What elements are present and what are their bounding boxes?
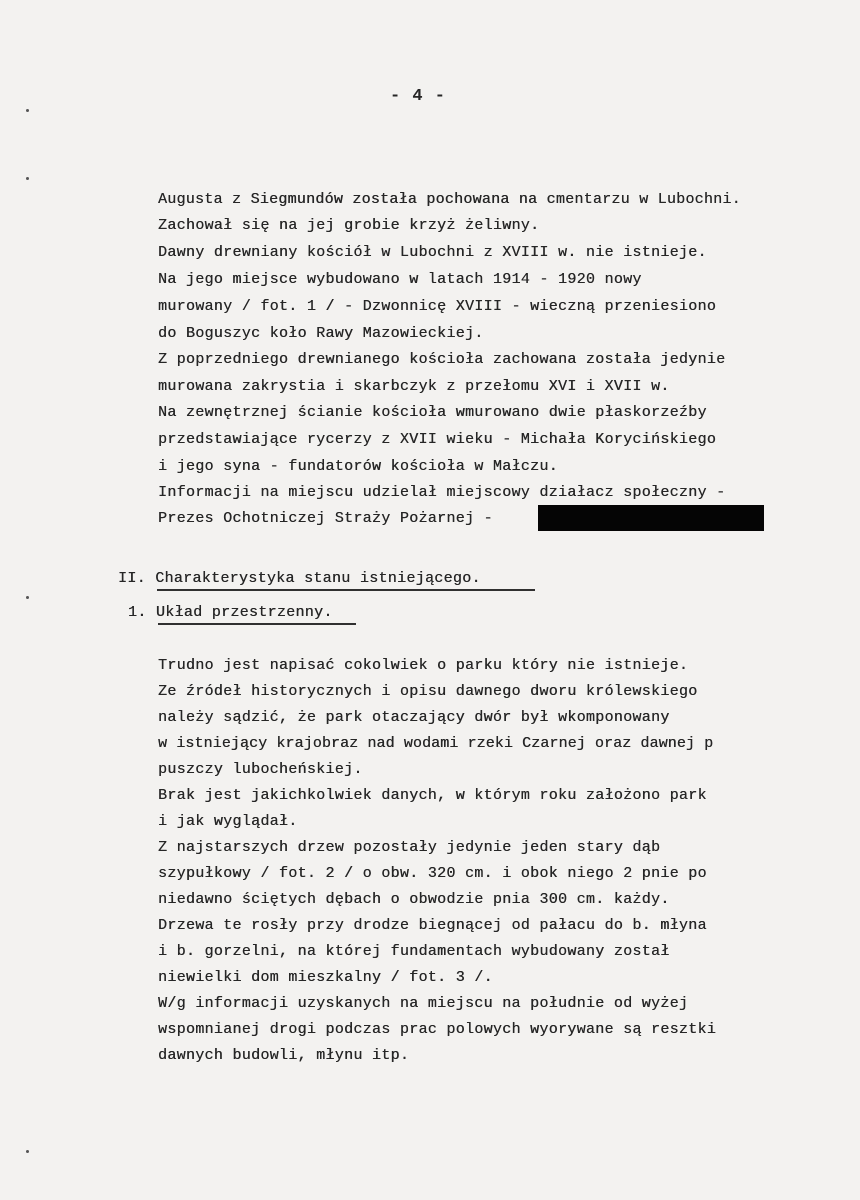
margin-speck bbox=[26, 109, 29, 112]
text-line: niedawno ściętych dębach o obwodzie pnia 300 cm. każdy. bbox=[158, 891, 670, 908]
margin-speck bbox=[26, 177, 29, 180]
text-line: i jego syna - fundatorów kościoła w Małczu. bbox=[158, 458, 558, 475]
text-line: Ze źródeł historycznych i opisu dawnego dworu królewskiego bbox=[158, 683, 698, 700]
text-line: Dawny drewniany kościół w Lubochni z XVIII w. nie istnieje. bbox=[158, 244, 707, 261]
text-line: W/g informacji uzyskanych na miejscu na południe od wyżej bbox=[158, 995, 689, 1012]
text-line: w istniejący krajobraz nad wodami rzeki Czarnej oraz dawnej p bbox=[158, 735, 714, 752]
text-line: Trudno jest napisać cokolwiek o parku który nie istnieje. bbox=[158, 657, 689, 674]
text-line: niewielki dom mieszkalny / fot. 3 /. bbox=[158, 969, 493, 986]
page-number: - 4 - bbox=[390, 87, 447, 106]
text-line: Informacji na miejscu udzielał miejscowy działacz społeczny - bbox=[158, 484, 726, 501]
text-line: Z najstarszych drzew pozostały jedynie jeden stary dąb bbox=[158, 839, 661, 856]
text-line: szypułkowy / fot. 2 / o obw. 320 cm. i obok niego 2 pnie po bbox=[158, 865, 707, 882]
text-line: murowana zakrystia i skarbczyk z przełomu XVI i XVII w. bbox=[158, 378, 670, 395]
subsection-heading-underline bbox=[158, 623, 356, 625]
text-line: Augusta z Siegmundów została pochowana na cmentarzu w Lubochni. bbox=[158, 191, 741, 208]
text-line: do Boguszyc koło Rawy Mazowieckiej. bbox=[158, 325, 484, 342]
text-line: i jak wyglądał. bbox=[158, 813, 298, 830]
text-line: Z poprzedniego drewnianego kościoła zachowana została jedynie bbox=[158, 351, 726, 368]
text-line: należy sądzić, że park otaczający dwór był wkomponowany bbox=[158, 709, 670, 726]
text-line: wspomnianej drogi podczas prac polowych wyorywane są resztki bbox=[158, 1021, 717, 1038]
section-heading-underline bbox=[157, 589, 535, 591]
text-line: murowany / fot. 1 / - Dzwonnicę XVIII - wieczną przeniesiono bbox=[158, 298, 717, 315]
text-line: Na zewnętrznej ścianie kościoła wmurowano dwie płaskorzeźby bbox=[158, 404, 707, 421]
text-line: Prezes Ochotniczej Straży Pożarnej - bbox=[158, 510, 493, 527]
text-line: i b. gorzelni, na której fundamentach wybudowany został bbox=[158, 943, 670, 960]
text-line: Drzewa te rosły przy drodze biegnącej od pałacu do b. młyna bbox=[158, 917, 707, 934]
redaction-bar bbox=[538, 505, 764, 531]
margin-speck bbox=[26, 596, 29, 599]
text-line: przedstawiające rycerzy z XVII wieku - Michała Korycińskiego bbox=[158, 431, 717, 448]
text-line: puszczy lubocheńskiej. bbox=[158, 761, 363, 778]
text-line: Brak jest jakichkolwiek danych, w którym roku założono park bbox=[158, 787, 707, 804]
text-line: Na jego miejsce wybudowano w latach 1914 - 1920 nowy bbox=[158, 271, 642, 288]
text-line: dawnych budowli, młynu itp. bbox=[158, 1047, 410, 1064]
subsection-heading: 1. Układ przestrzenny. bbox=[128, 604, 333, 621]
text-line: Zachował się na jej grobie krzyż żeliwny. bbox=[158, 217, 540, 234]
margin-speck bbox=[26, 1150, 29, 1153]
section-heading: II. Charakterystyka stanu istniejącego. bbox=[118, 570, 481, 587]
